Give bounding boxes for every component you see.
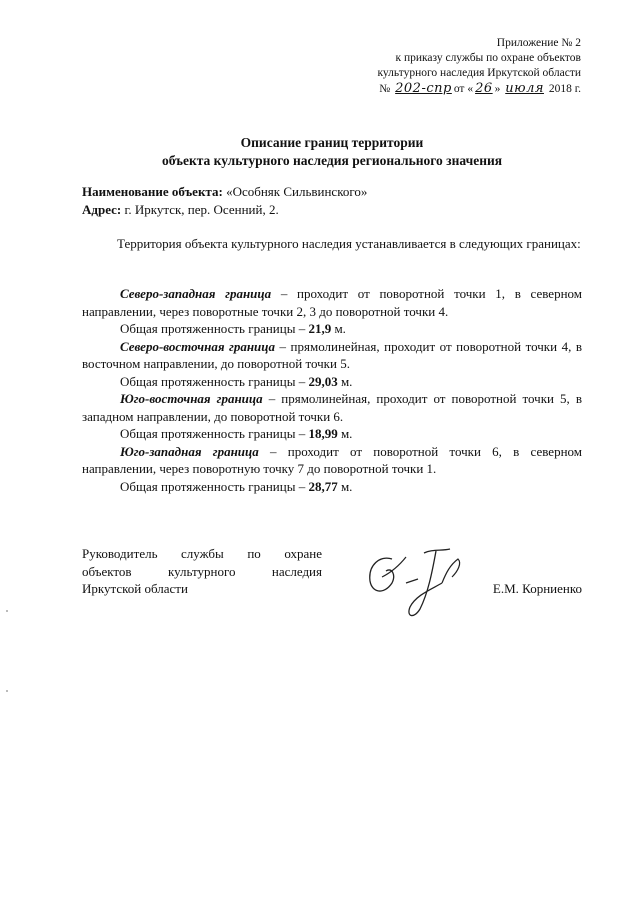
- border-length: [82, 478, 582, 496]
- object-address-label: Адрес:: [82, 202, 122, 217]
- length-label: Общая протяженность границы –: [120, 373, 309, 389]
- order-number-line: [378, 81, 582, 97]
- order-date-month-handwritten: июля: [505, 81, 544, 96]
- border-name: Юго-восточная граница: [120, 391, 263, 406]
- length-unit: м.: [331, 321, 346, 336]
- signatory-position: [82, 545, 322, 598]
- border-name: Северо-западная граница: [120, 286, 272, 301]
- length-value: 28,77: [308, 478, 338, 494]
- order-date-day-handwritten: 26: [475, 81, 493, 96]
- object-name-value: «Особняк Сильвинского»: [226, 184, 368, 199]
- border-name: Северо-восточная граница: [120, 338, 276, 354]
- appendix-line-2: к приказу службы по охране объектов: [395, 52, 581, 64]
- border-description: [82, 390, 582, 425]
- border-description: [82, 285, 582, 320]
- title-line-1: Описание границ территории: [240, 135, 424, 150]
- border-length: [82, 373, 582, 391]
- appendix-header: [378, 36, 582, 97]
- length-value: 18,99: [308, 426, 338, 441]
- order-number-handwritten: 202-спр: [395, 81, 452, 96]
- document-title: [82, 134, 582, 170]
- object-name-label: Наименование объекта:: [82, 184, 223, 199]
- border-text: – проходит от поворотной точки 1, в северном направлении, через поворотные точки 2, 3 до поворотной точки 4.: [82, 286, 583, 319]
- length-value: 21,9: [308, 321, 332, 336]
- border-name: Юго-западная граница: [120, 443, 259, 459]
- length-value: 29,03: [308, 373, 338, 389]
- scan-artifact: [6, 690, 8, 692]
- border-length: [82, 425, 582, 443]
- signatory-line-3: Иркутской области: [82, 581, 188, 596]
- length-unit: м.: [337, 373, 353, 389]
- border-description: [82, 443, 582, 478]
- length-label: Общая протяженность границы –: [120, 321, 309, 336]
- signatory-name: Е.М. Корниенко: [492, 581, 582, 596]
- object-address-row: [82, 201, 582, 219]
- length-unit: м.: [337, 426, 353, 441]
- order-date-quote: »: [494, 83, 501, 95]
- signatory-line-2: объектов культурного наследия: [82, 563, 322, 579]
- object-address-value: г. Иркутск, пер. Осенний, 2.: [124, 202, 279, 217]
- border-text: – прямолинейная, проходит от поворотной точки 5, в западном направлении, до поворотной точки 6.: [82, 391, 582, 424]
- handwritten-signature: [362, 543, 472, 625]
- border-length: [82, 320, 582, 338]
- signatory-line-1: Руководитель службы по охране: [82, 546, 322, 561]
- object-info: [82, 183, 582, 219]
- length-unit: м.: [337, 478, 353, 494]
- appendix-line-1: Приложение № 2: [496, 37, 581, 49]
- order-date-year: 2018 г.: [548, 83, 581, 95]
- title-line-2: объекта культурного наследия регионального значения: [161, 153, 503, 168]
- border-text: – проходит от поворотной точки 6, в северном направлении, через поворотную точку 7 до поворотной точки 1.: [82, 443, 583, 476]
- scan-artifact: [6, 610, 8, 612]
- borders-section: [82, 285, 582, 495]
- appendix-line-3: культурного наследия Иркутской области: [377, 67, 581, 79]
- order-date-from: от «: [453, 83, 474, 95]
- order-number-prefix: №: [379, 83, 391, 95]
- border-description: [82, 338, 582, 373]
- border-text: – прямолинейная, проходит от поворотной точки 4, в восточном направлении, до поворотной точки 5.: [82, 338, 582, 371]
- length-label: Общая протяженность границы –: [120, 478, 309, 494]
- length-label: Общая протяженность границы –: [120, 426, 309, 441]
- object-name-row: [82, 183, 582, 201]
- intro-paragraph: Территория объекта культурного наследия устанавливается в следующих границах:: [117, 236, 581, 251]
